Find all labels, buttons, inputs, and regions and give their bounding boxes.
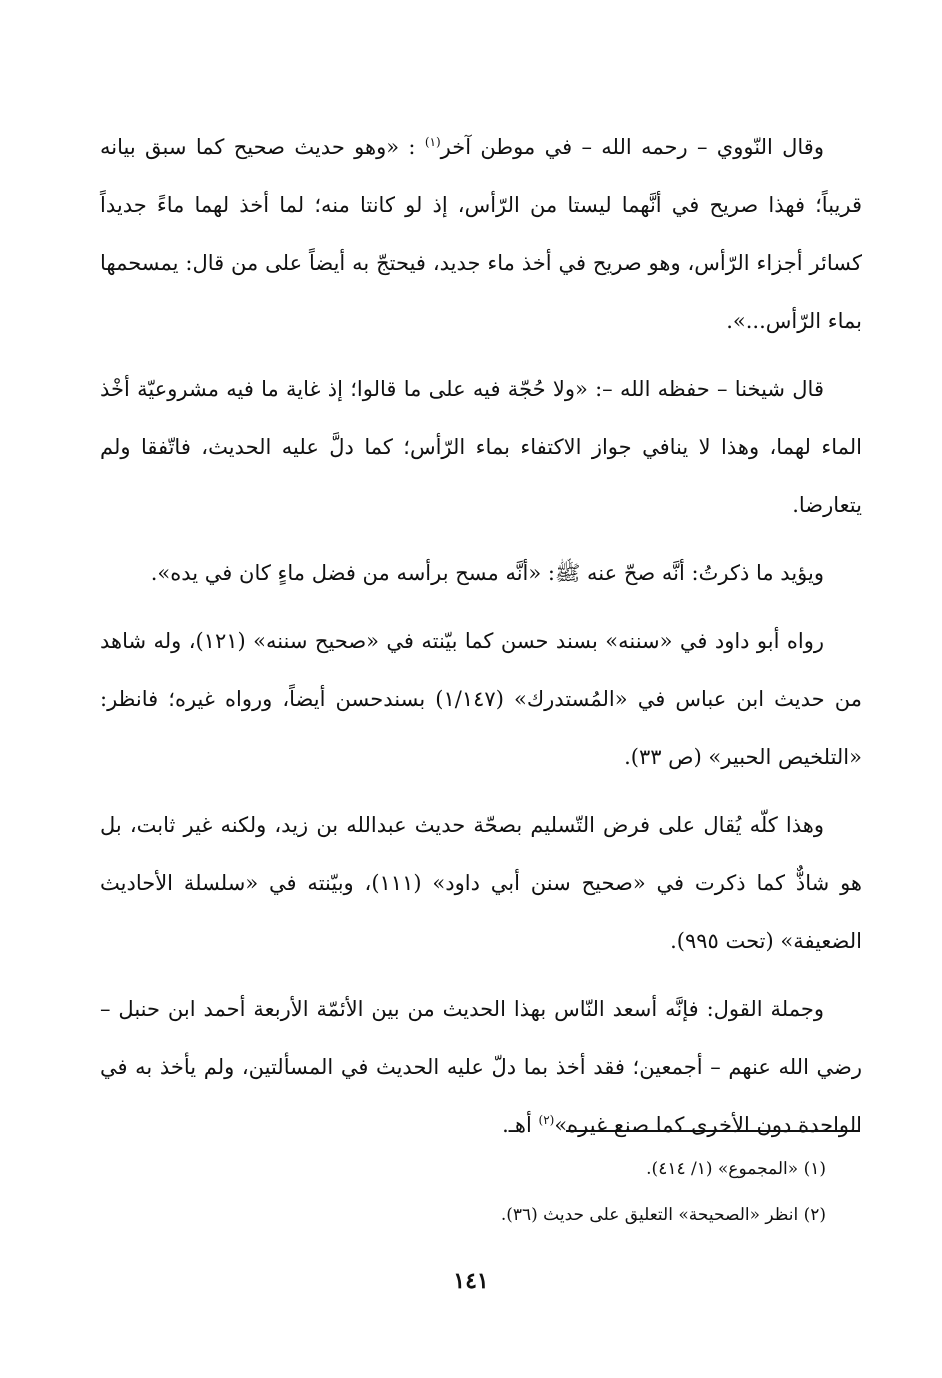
paragraph-text: ويؤيد ما ذكرتُ: أنَّه صحّ عنه ﷺ: «أنَّه مسح برأسه من فضل ماءٍ كان في يده». (150, 561, 824, 585)
paragraph-abdullah-ibn-zayd (100, 796, 862, 970)
paragraph-abu-dawud (100, 612, 862, 786)
paragraph-text: وهذا كلّه يُقال على فرض التّسليم بصحّة حديث عبدالله بن زيد، ولكنه غير ثابت، بل هو شاذٌّ كما ذكرت في «صحيح سنن أبي داود» (١١١)، وبيّنته في «سلسلة الأحاديث الضعيفة» (تحت ٩٩٥). (100, 813, 862, 953)
paragraph-nawawi-quote (100, 118, 862, 350)
paragraph-text: وجملة القول: فإنَّه أسعد النّاس بهذا الحديث من بين الأئمّة الأربعة أحمد ابن حنبل – رضي الله عنهم – أجمعين؛ فقد أخذ بما دلّ عليه الحديث في المسألتين، ولم يأخذ به في الواحدة دون الأخرى كما صنع غيره» (100, 997, 862, 1137)
footnote-2: (٢) انظر «الصحيحة» التعليق على حديث (٣٦). (500, 1205, 826, 1225)
paragraph-supporting-hadith (100, 544, 862, 602)
paragraph-text: رواه أبو داود في «سننه» بسند حسن كما بيّنته في «صحيح سننه» (١٢١)، وله شاهد من حديث ابن عباس في «المُستدرك» (١/١٤٧) بسندحسن أيضاً، ورواه غيره؛ فانظر: «التلخيص الحبير» (ص ٣٣). (100, 629, 862, 769)
paragraph-sheikh-comment (100, 360, 862, 534)
main-text (100, 118, 862, 1164)
footnotes (100, 1146, 862, 1238)
paragraph-text: قال شيخنا – حفظه الله –: «ولا حُجّة فيه على ما قالوا؛ إذ غاية ما فيه مشروعيّة أخْذ الماء لهما، وهذا لا ينافي جواز الاكتفاء بماء الرّأس؛ كما دلَّ عليه الحديث، فاتّفقا ولم يتعارضا. (100, 377, 862, 517)
footnote-1: (١) «المجموع» (١/ ٤١٤). (646, 1159, 826, 1179)
page-number: ١٤١ (453, 1268, 489, 1294)
footnote-ref-2: (٢) (538, 1113, 555, 1127)
paragraph-text-continued: : «وهو حديث صحيح كما سبق بيانه قريباً؛ فهذا صريح في أنَّهما ليستا من الرّأس، إذ لو كانتا منه؛ لما أخذ لهما ماءً جديداً كسائر أجزاء الرّأس، وهو صريح في أخذ ماء جديد، فيحتجّ به أيضاً على من قال: يمسحمها بماء الرّأس...». (100, 135, 862, 333)
paragraph-conclusion (100, 980, 862, 1154)
footnote-ref-1: (١) (424, 135, 441, 149)
paragraph-text: وقال النّووي – رحمه الله – في موطن آخر (440, 135, 824, 159)
paragraph-text-continued: أهـ. (502, 1113, 532, 1137)
footnote-divider (566, 1130, 860, 1132)
